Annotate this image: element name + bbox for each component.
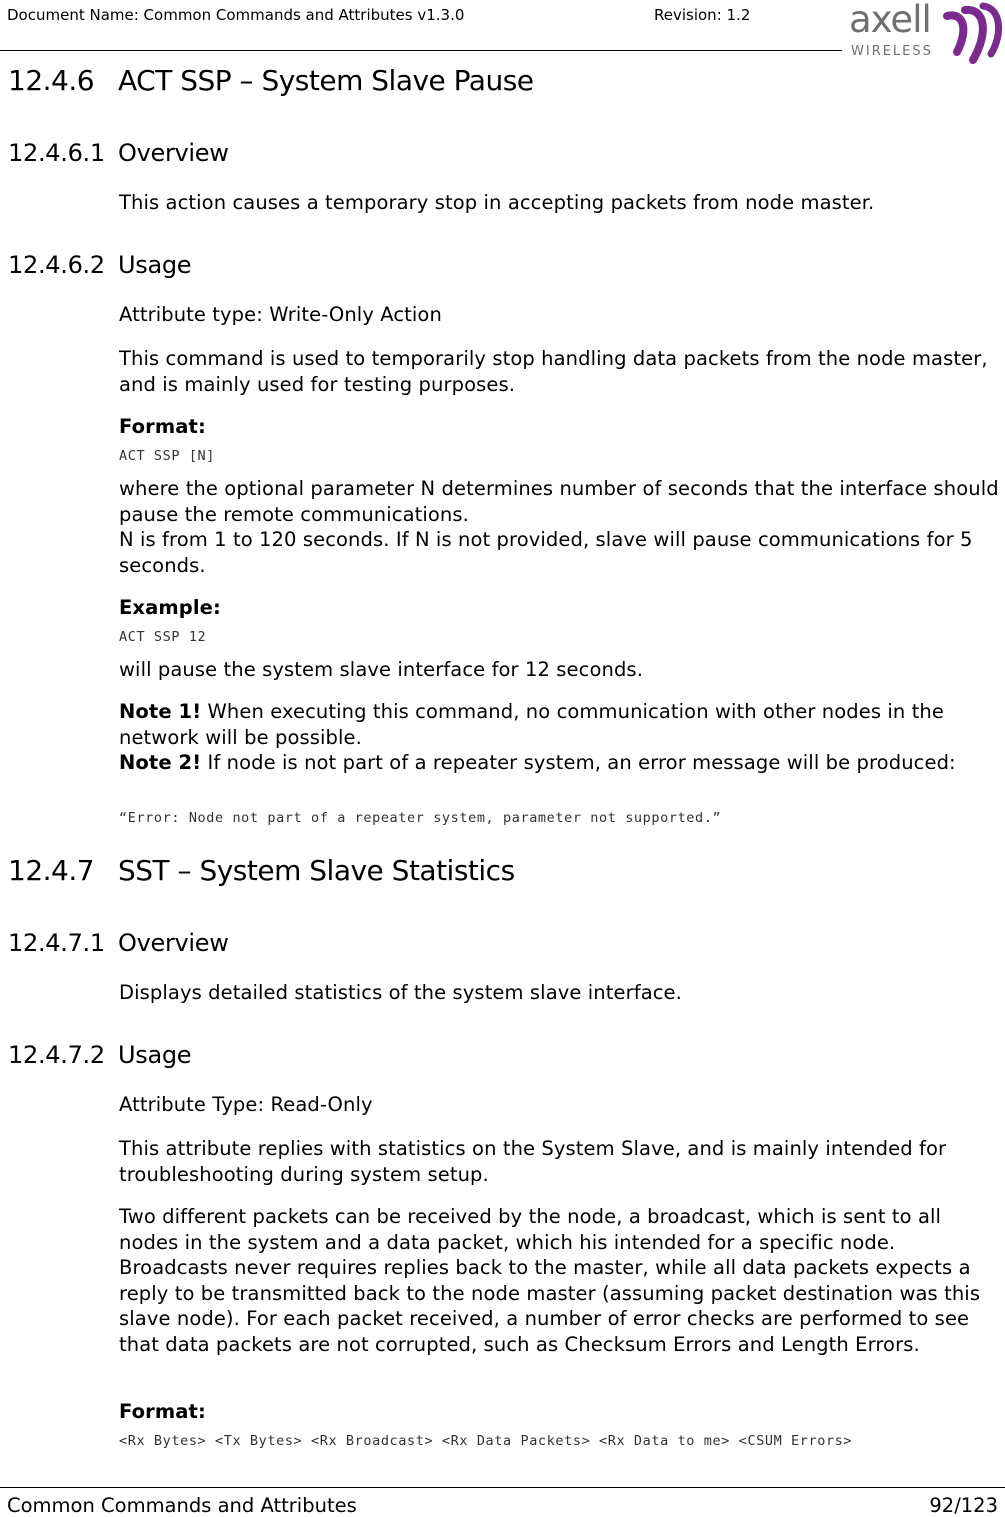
subsection-heading-overview xyxy=(8,929,229,957)
subsection-number: 12.4.7.1 xyxy=(8,929,105,957)
section-number: 12.4.7 xyxy=(8,854,95,887)
subsection-heading-usage xyxy=(8,251,191,279)
footer-title: Common Commands and Attributes xyxy=(7,1494,357,1517)
note-2-label: Note 2! xyxy=(119,751,202,774)
attribute-type: Attribute Type: Read-Only xyxy=(119,1093,373,1116)
format-label: Format: xyxy=(119,415,206,438)
format-code: <Rx Bytes> <Tx Bytes> <Rx Broadcast> <Rx Data Packets> <Rx Data to me> <CSUM Errors> xyxy=(119,1433,853,1449)
subsection-heading-usage xyxy=(8,1041,191,1069)
page-header xyxy=(0,0,1005,60)
subsection-number: 12.4.6.2 xyxy=(8,251,105,279)
overview-paragraph: This action causes a temporary stop in accepting packets from node master. xyxy=(119,191,875,214)
overview-paragraph: Displays detailed statistics of the system slave interface. xyxy=(119,981,682,1004)
note-2-text: If node is not part of a repeater system, an error message will be produced: xyxy=(201,751,956,774)
section-title: SST – System Slave Statistics xyxy=(118,854,515,887)
logo-wordmark: axell xyxy=(849,0,931,41)
footer-divider xyxy=(0,1487,1005,1488)
subsection-number: 12.4.6.1 xyxy=(8,139,105,167)
subsection-title: Overview xyxy=(118,139,229,167)
parameter-range: N is from 1 to 120 seconds. If N is not provided, slave will pause communications for 5 seconds. xyxy=(119,528,973,577)
revision: Revision: 1.2 xyxy=(654,6,751,24)
example-label: Example: xyxy=(119,596,221,619)
packets-paragraph: Two different packets can be received by the node, a broadcast, which is sent to all nodes in the system and a data packet, which his intended for a specific node. Broadcasts never requires replies back to the master, while all data packets expects a reply to be transmitted back to the node master (assuming packet destination was this slave node). For each packet received, a number of error checks are performed to see that data packets are not corrupted, such as Checksum Errors and Length Errors. xyxy=(119,1205,981,1356)
subsection-number: 12.4.7.2 xyxy=(8,1041,105,1069)
subsection-title: Usage xyxy=(118,251,192,279)
parameter-description: where the optional parameter N determines number of seconds that the interface should pause the remote communications. xyxy=(119,477,999,526)
header-divider xyxy=(0,50,842,51)
format-code: ACT SSP [N] xyxy=(119,448,216,464)
error-message-code: “Error: Node not part of a repeater system, parameter not supported.” xyxy=(119,810,722,826)
section-heading-act-ssp xyxy=(8,64,534,97)
usage-paragraph: This command is used to temporarily stop handling data packets from the node master, and is mainly used for testing purposes. xyxy=(119,347,988,396)
note-2 xyxy=(119,750,1004,776)
subsection-heading-overview xyxy=(8,139,229,167)
axell-wireless-logo xyxy=(846,0,1005,66)
note-1 xyxy=(119,699,1004,750)
parameter-paragraph xyxy=(119,476,1004,578)
subsection-title: Overview xyxy=(118,929,229,957)
page-number: 92/123 xyxy=(929,1494,998,1517)
notes-block xyxy=(119,699,1004,776)
note-1-label: Note 1! xyxy=(119,700,202,723)
logo-subtitle: WIRELESS xyxy=(851,44,933,59)
format-label: Format: xyxy=(119,1400,206,1423)
example-paragraph: will pause the system slave interface for 12 seconds. xyxy=(119,658,643,681)
subsection-title: Usage xyxy=(118,1041,192,1069)
section-heading-sst xyxy=(8,854,515,887)
logo-swoosh-icon xyxy=(941,2,1005,66)
document-name: Document Name: Common Commands and Attributes v1.3.0 xyxy=(7,6,465,24)
example-code: ACT SSP 12 xyxy=(119,629,207,645)
attribute-type: Attribute type: Write-Only Action xyxy=(119,303,442,326)
section-number: 12.4.6 xyxy=(8,64,95,97)
section-title: ACT SSP – System Slave Pause xyxy=(118,64,534,97)
note-1-text: When executing this command, no communication with other nodes in the network will be possible. xyxy=(119,700,944,749)
usage-paragraph: This attribute replies with statistics on the System Slave, and is mainly intended for troubleshooting during system setup. xyxy=(119,1137,947,1186)
